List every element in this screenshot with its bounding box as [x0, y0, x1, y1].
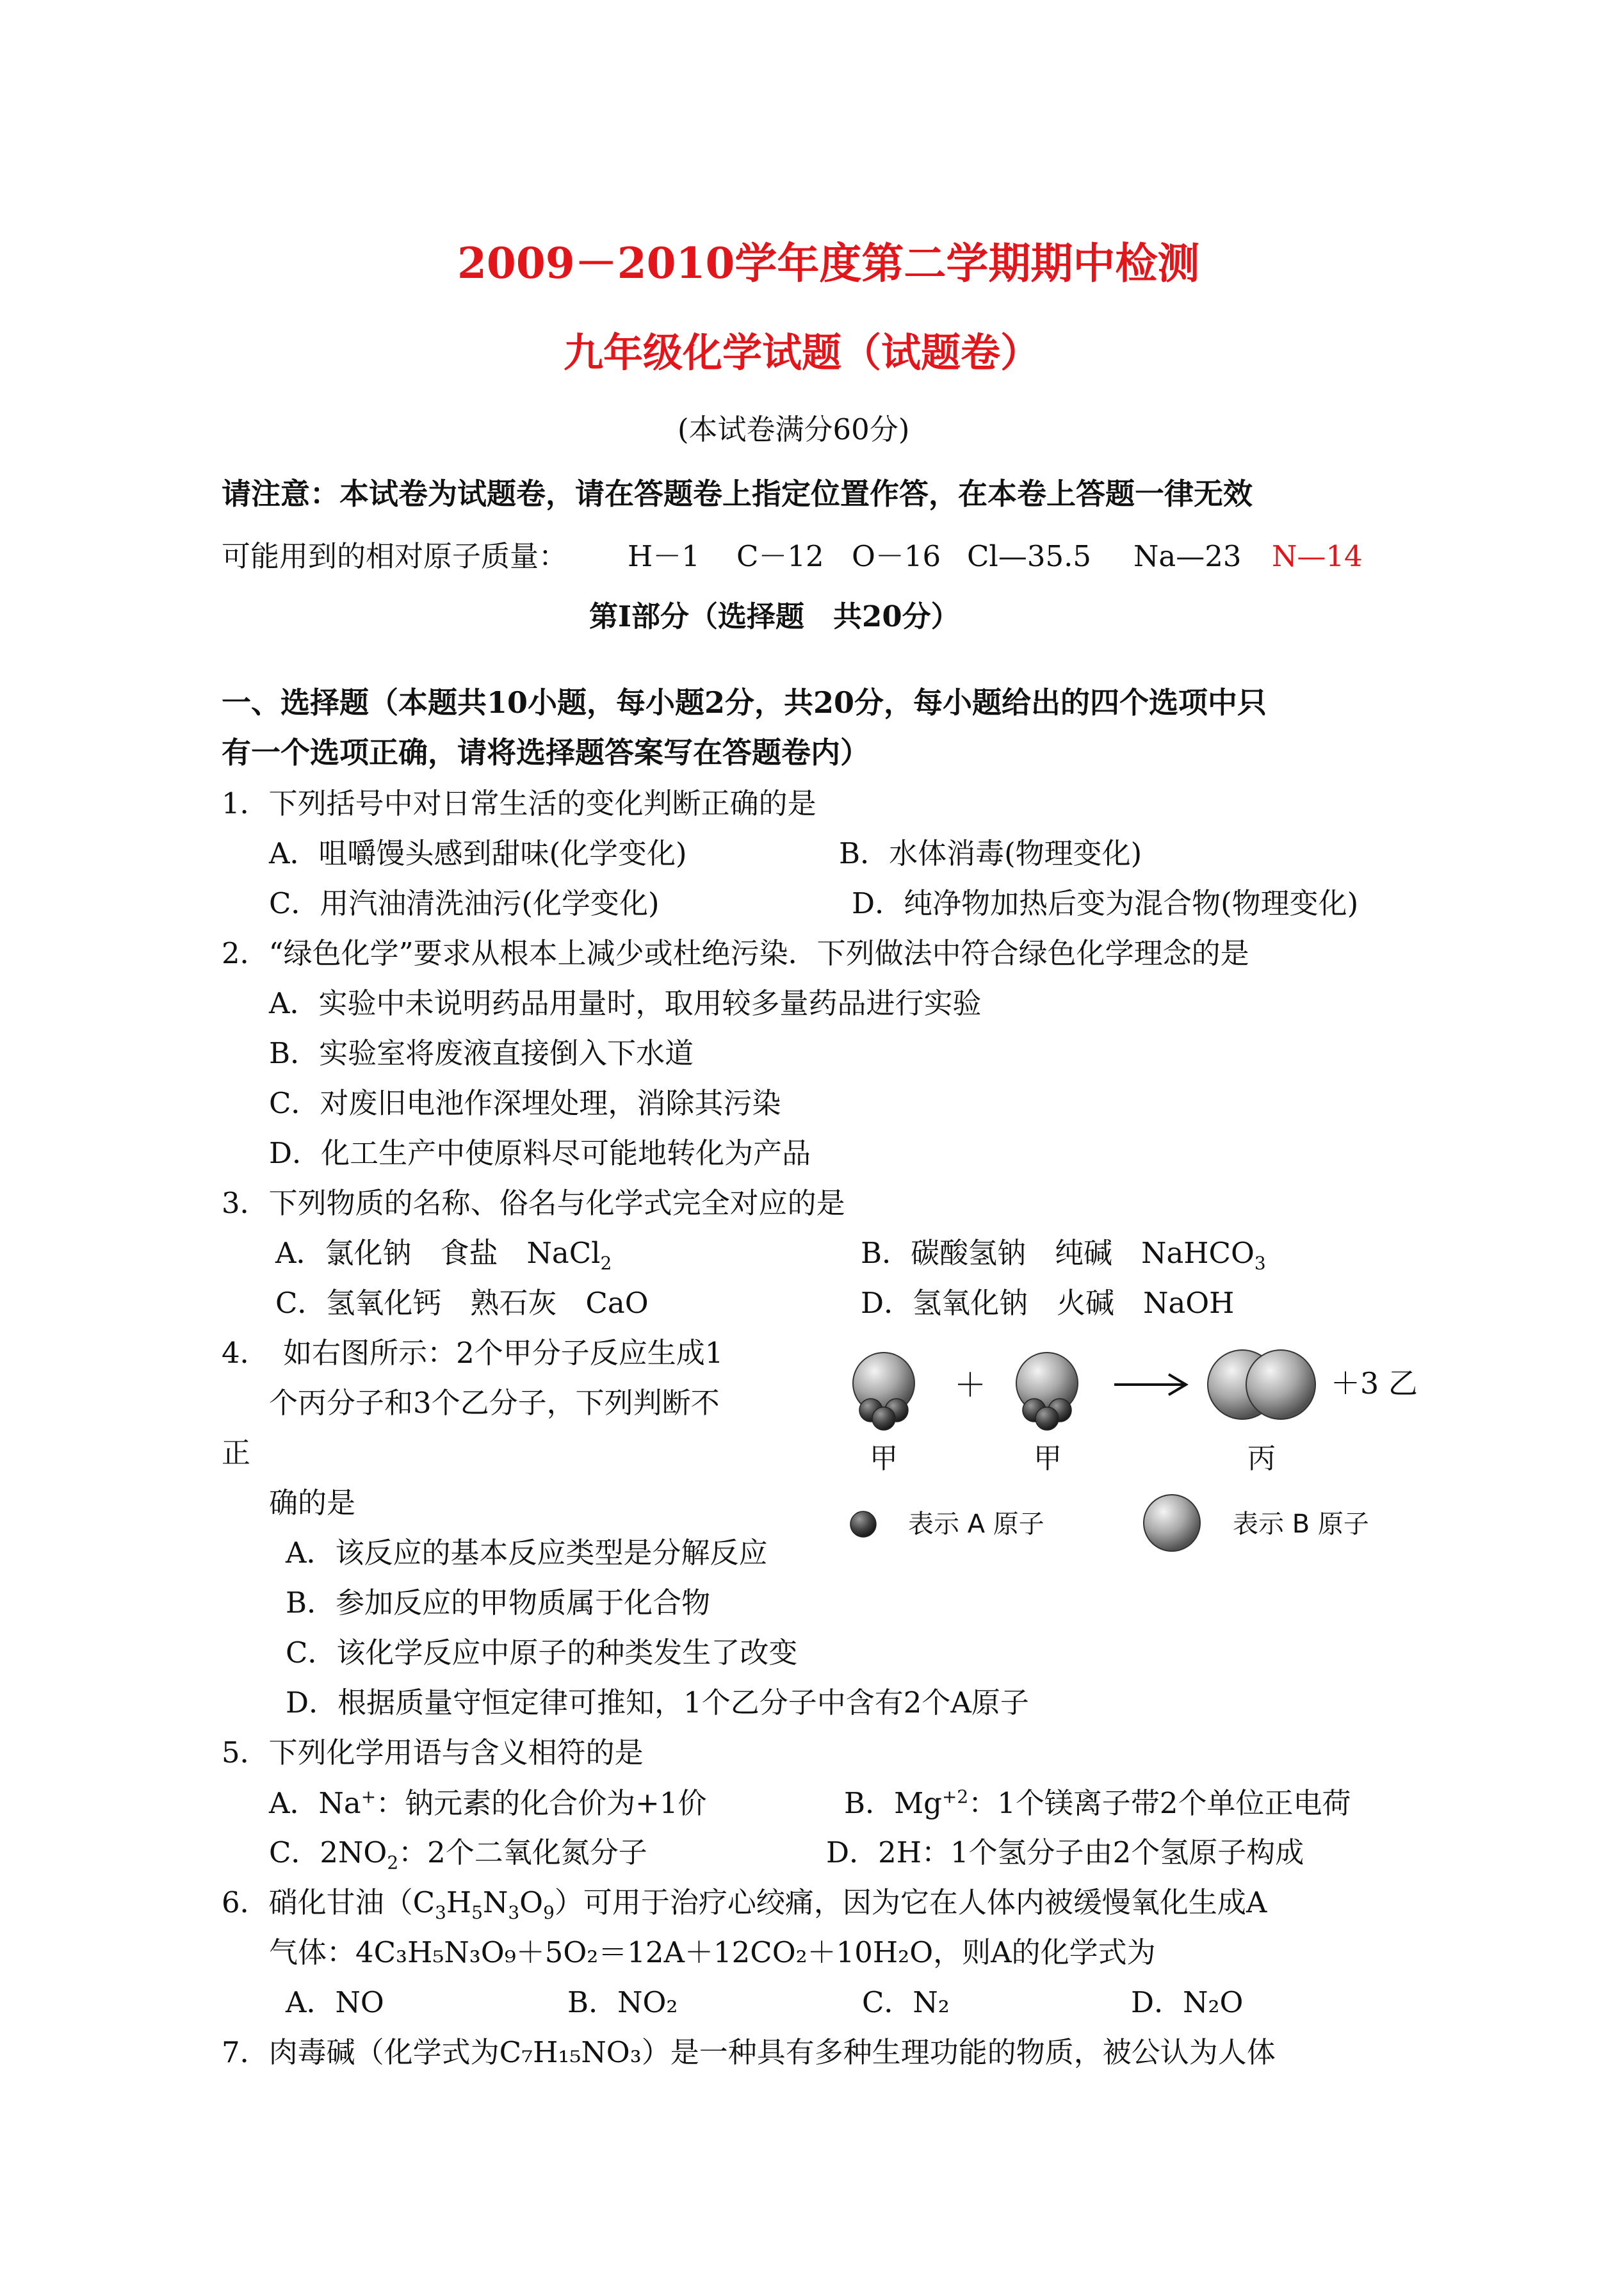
q5-c-pre: C．2NO: [269, 1835, 387, 1869]
molecule-reaction-diagram: [832, 1332, 1473, 1588]
molecule-jia-middle: [1016, 1353, 1078, 1430]
legend-a-text: 表示 A 原子: [908, 1509, 1044, 1539]
q3-option-a-sub: 2: [600, 1253, 612, 1274]
legend-a-atom: [850, 1509, 1044, 1539]
q2-option-d: D．化工生产中使原料尽可能地转化为产品: [269, 1136, 811, 1170]
q5-option-c: [269, 1835, 647, 1873]
q4-stem-line3: 正: [222, 1436, 251, 1470]
q6-m2: N: [482, 1885, 508, 1919]
q2-option-c: C．对废旧电池作深埋处理，消除其污染: [269, 1086, 781, 1120]
atomic-mass-c: C－12: [736, 539, 824, 573]
q4-stem-line2: 个丙分子和3个乙分子，下列判断不: [269, 1386, 720, 1420]
atomic-mass-label: 可能用到的相对原子质量：: [222, 539, 568, 573]
q3-stem: 3．下列物质的名称、俗名与化学式完全对应的是: [222, 1186, 845, 1220]
label-jia-left: 甲: [870, 1442, 898, 1475]
q5-b-post: ：1个镁离子带2个单位正电荷: [968, 1786, 1351, 1820]
atomic-mass-n: N—14: [1272, 539, 1363, 573]
page-title: 2009－2010学年度第二学期期中检测: [457, 238, 1200, 288]
q5-option-b: [844, 1788, 1351, 1818]
q6-m3: O: [519, 1885, 544, 1919]
q3-option-a-text: A．氯化钠 食盐 NaCl: [275, 1236, 601, 1270]
q4-option-a: A．该反应的基本反应类型是分解反应: [286, 1536, 768, 1570]
q5-option-a: [269, 1788, 707, 1818]
part1-title: 第Ⅰ部分（选择题 共20分）: [589, 599, 960, 633]
q5-a-post: ：钠元素的化合价为+1价: [376, 1786, 707, 1820]
reaction-arrow: [1114, 1374, 1186, 1395]
q6-option-c: C．N₂: [862, 1985, 950, 2019]
q5-stem: 5．下列化学用语与含义相符的是: [222, 1736, 644, 1769]
q6-stem-line1: [222, 1885, 1267, 1923]
q3-option-d: D．氢氧化钠 火碱 NaOH: [861, 1286, 1235, 1320]
q1-option-c: C．用汽油清洗油污(化学变化): [269, 886, 660, 920]
plus-sign: ＋: [954, 1367, 986, 1404]
label-bing: 丙: [1247, 1442, 1276, 1475]
q1-option-a: A．咀嚼馒头感到甜味(化学变化): [269, 836, 687, 870]
q1-option-d: D．纯净物加热后变为混合物(物理变化): [852, 886, 1359, 920]
q2-option-a: A．实验中未说明药品用量时，取用较多量药品进行实验: [269, 986, 982, 1020]
q2-stem: 2．“绿色化学”要求从根本上减少或杜绝污染．下列做法中符合绿色化学理念的是: [222, 936, 1249, 970]
q3-option-b-sub: 3: [1254, 1253, 1266, 1274]
q6-m1: H: [446, 1885, 472, 1919]
q3-option-b-text: B．碳酸氢钠 纯碱 NaHCO: [861, 1236, 1255, 1270]
q5-b-sup: +2: [941, 1786, 969, 1807]
q6-s3: 3: [508, 1902, 520, 1923]
q1-stem: 1．下列括号中对日常生活的变化判断正确的是: [222, 786, 816, 820]
q4-option-d: D．根据质量守恒定律可推知，1个乙分子中含有2个A原子: [286, 1686, 1029, 1720]
atomic-mass-o: O－16: [852, 539, 941, 573]
q3-option-c: C．氢氧化钙 熟石灰 CaO: [275, 1286, 649, 1320]
atomic-mass-cl: Cl—35.5: [967, 539, 1092, 573]
section1-line1: 一、选择题（本题共10小题，每小题2分，共20分，每小题给出的四个选项中只: [222, 685, 1267, 720]
q4-stem-line4: 确的是: [269, 1486, 356, 1520]
q5-a-sup: +: [361, 1786, 377, 1807]
section1-line2: 有一个选项正确，请将选择题答案写在答题卷内）: [222, 735, 870, 770]
q6-option-b: B．NO₂: [567, 1985, 678, 2019]
q5-b-pre: B．Mg: [844, 1786, 942, 1820]
legend-b-text: 表示 B 原子: [1233, 1509, 1369, 1539]
q5-c-sub: 2: [387, 1852, 399, 1873]
q6-option-d: D．N₂O: [1131, 1985, 1244, 2019]
molecule-bing: [1208, 1350, 1315, 1419]
q6-post: ）可用于治疗心绞痛，因为它在人体内被缓慢氧化生成A: [554, 1885, 1267, 1919]
label-jia-middle: 甲: [1034, 1442, 1062, 1475]
molecule-jia-left: [853, 1353, 914, 1430]
legend-b-atom: [1144, 1495, 1369, 1551]
q7-stem: 7．肉毒碱（化学式为C₇H₁₅NO₃）是一种具有多种生理功能的物质，被公认为人体: [222, 2035, 1276, 2069]
q6-pre: 6．硝化甘油（C: [222, 1885, 435, 1919]
q6-option-a: A．NO: [286, 1985, 384, 2019]
full-score: (本试卷满分60分): [678, 412, 910, 446]
q6-s2: 5: [471, 1902, 483, 1923]
page-subtitle: 九年级化学试题（试题卷）: [564, 329, 1041, 376]
q1-option-b: B．水体消毒(物理变化): [839, 836, 1142, 870]
q4-option-c: C．该化学反应中原子的种类发生了改变: [286, 1636, 798, 1670]
q3-option-a: [275, 1236, 612, 1274]
q3-option-b: [861, 1236, 1266, 1274]
q6-stem-line2: 气体：4C₃H₅N₃O₉＋5O₂＝12A＋12CO₂＋10H₂O，则A的化学式为: [269, 1935, 1156, 1969]
q4-stem-line1: 4． 如右图所示：2个甲分子反应生成1: [222, 1336, 724, 1370]
atomic-mass-h: H－1: [628, 539, 700, 573]
q2-option-b: B．实验室将废液直接倒入下水道: [269, 1036, 694, 1070]
atomic-mass-na: Na—23: [1133, 539, 1242, 573]
notice: 请注意：本试卷为试题卷，请在答题卷上指定位置作答，在本卷上答题一律无效: [222, 476, 1253, 511]
q6-s1: 3: [435, 1902, 446, 1923]
q5-a-pre: A．Na: [269, 1786, 361, 1820]
q5-option-d: D．2H：1个氢分子由2个氢原子构成: [826, 1835, 1304, 1869]
q4-option-b: B．参加反应的甲物质属于化合物: [286, 1586, 711, 1620]
q5-c-post: ：2个二氧化氮分子: [398, 1835, 647, 1869]
q6-s4: 9: [543, 1902, 555, 1923]
plus-three-yi: ＋3 乙: [1331, 1366, 1418, 1401]
